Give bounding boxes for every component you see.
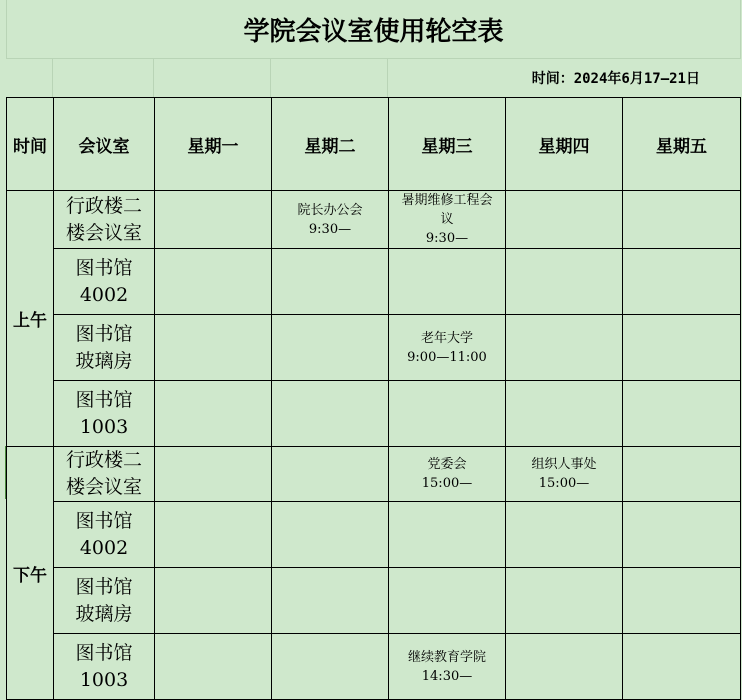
cell-pm-r1-mon[interactable] [155, 447, 272, 502]
table-row [7, 315, 741, 381]
room-line: 图书馆 [75, 388, 133, 411]
room-line: 图书馆 [75, 322, 133, 345]
room-line: 行政楼二 [65, 194, 142, 217]
table-row [7, 447, 741, 502]
period-am[interactable]: 上午 [7, 191, 54, 447]
event-cell[interactable] [506, 447, 623, 502]
cell-pm-r2-wed[interactable] [389, 502, 506, 568]
cell-am-r2-wed[interactable] [389, 249, 506, 315]
event-cell[interactable] [389, 447, 506, 502]
table-row [7, 249, 741, 315]
cell-pm-r2-thu[interactable] [506, 502, 623, 568]
room-line: 图书馆 [75, 641, 133, 664]
cell-am-r4-wed[interactable] [389, 381, 506, 447]
room-line: 楼会议室 [65, 476, 142, 498]
room-line: 行政楼二 [65, 449, 142, 471]
header-room[interactable]: 会议室 [54, 98, 155, 191]
cell-am-r4-fri[interactable] [623, 381, 741, 447]
event-time: 15:00— [421, 476, 473, 491]
cell-pm-r3-thu[interactable] [506, 568, 623, 634]
cell-am-r4-tue[interactable] [272, 381, 389, 447]
event-cell[interactable] [272, 191, 389, 249]
cell-pm-r4-fri[interactable] [623, 634, 741, 700]
room-line: 玻璃房 [75, 602, 133, 625]
cell-am-r1-fri[interactable] [623, 191, 741, 249]
room-line: 图书馆 [75, 256, 133, 279]
room-cell[interactable] [54, 381, 155, 447]
cell-pm-r2-fri[interactable] [623, 502, 741, 568]
event-time: 9:30— [308, 221, 352, 237]
cell-pm-r1-tue[interactable] [272, 447, 389, 502]
event-time: 9:30— [425, 231, 469, 246]
event-title: 党委会 [427, 457, 467, 472]
room-line: 4002 [79, 283, 129, 306]
header-wed[interactable]: 星期三 [389, 98, 506, 191]
event-cell[interactable] [389, 315, 506, 381]
cell-am-r3-thu[interactable] [506, 315, 623, 381]
cell-pm-r2-mon[interactable] [155, 502, 272, 568]
room-line: 图书馆 [75, 575, 133, 598]
header-row [7, 98, 741, 191]
header-fri[interactable]: 星期五 [623, 98, 741, 191]
schedule-table [6, 97, 741, 700]
room-line: 图书馆 [75, 509, 133, 532]
table-row [7, 191, 741, 249]
table-row [7, 502, 741, 568]
event-cell[interactable] [389, 634, 506, 700]
room-line: 玻璃房 [75, 349, 133, 372]
cell-am-r3-fri[interactable] [623, 315, 741, 381]
event-time: 9:00—11:00 [407, 349, 487, 365]
event-time: 14:30— [421, 668, 473, 684]
event-time: 15:00— [538, 476, 590, 491]
cell-pm-r2-tue[interactable] [272, 502, 389, 568]
header-thu[interactable]: 星期四 [506, 98, 623, 191]
page-title: 学院会议室使用轮空表 [6, 0, 741, 58]
room-cell[interactable] [54, 568, 155, 634]
cell-pm-r4-thu[interactable] [506, 634, 623, 700]
header-tue[interactable]: 星期二 [272, 98, 389, 191]
room-cell[interactable] [54, 191, 155, 249]
cell-am-r2-tue[interactable] [272, 249, 389, 315]
cell-am-r3-tue[interactable] [272, 315, 389, 381]
room-cell[interactable] [54, 315, 155, 381]
event-title: 老年大学 [420, 330, 473, 346]
event-title: 议 [440, 212, 454, 227]
table-row [7, 381, 741, 447]
room-cell[interactable] [54, 502, 155, 568]
cell-pm-r4-tue[interactable] [272, 634, 389, 700]
event-title: 暑期维修工程会 [401, 193, 493, 208]
room-cell[interactable] [54, 634, 155, 700]
table-row [7, 634, 741, 700]
cell-am-r4-thu[interactable] [506, 381, 623, 447]
cell-am-r4-mon[interactable] [155, 381, 272, 447]
cell-am-r3-mon[interactable] [155, 315, 272, 381]
room-line: 1003 [79, 415, 129, 438]
cell-am-r1-mon[interactable] [155, 191, 272, 249]
room-cell[interactable] [54, 447, 155, 502]
header-time[interactable]: 时间 [7, 98, 54, 191]
room-line: 1003 [79, 668, 129, 691]
period-pm[interactable]: 下午 [7, 447, 54, 700]
event-title: 院长办公会 [297, 202, 363, 218]
table-row [7, 568, 741, 634]
cell-pm-r3-fri[interactable] [623, 568, 741, 634]
cell-pm-r1-fri[interactable] [623, 447, 741, 502]
date-range-label: 时间：2024年6月17—21日 [531, 71, 700, 87]
room-line: 楼会议室 [65, 221, 142, 244]
cell-pm-r3-tue[interactable] [272, 568, 389, 634]
event-cell[interactable] [389, 191, 506, 249]
cell-am-r2-mon[interactable] [155, 249, 272, 315]
room-cell[interactable] [54, 249, 155, 315]
cell-am-r1-thu[interactable] [506, 191, 623, 249]
event-title: 组织人事处 [531, 457, 597, 472]
cell-pm-r3-mon[interactable] [155, 568, 272, 634]
header-mon[interactable]: 星期一 [155, 98, 272, 191]
room-line: 4002 [79, 536, 129, 559]
cell-pm-r3-wed[interactable] [389, 568, 506, 634]
cell-pm-r4-mon[interactable] [155, 634, 272, 700]
cell-am-r2-fri[interactable] [623, 249, 741, 315]
cell-am-r2-thu[interactable] [506, 249, 623, 315]
event-title: 继续教育学院 [407, 649, 486, 665]
